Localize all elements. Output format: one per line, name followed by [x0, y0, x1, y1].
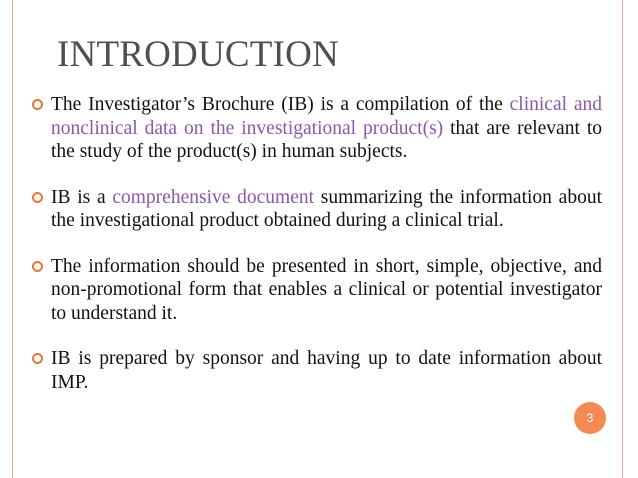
bullet-circle-icon — [32, 261, 43, 272]
bullet-text: The Investigator’s Brochure (IB) is a compilation of the — [51, 94, 510, 115]
bullet-circle-icon — [32, 99, 43, 110]
bullet-text: IB is a — [51, 186, 113, 208]
bullet-item-ib-definition — [32, 93, 602, 164]
bullet-item-presentation — [32, 255, 602, 326]
bullet-text: IB is prepared by sponsor and having up to date information about IMP. — [51, 348, 602, 393]
bullet-circle-icon — [32, 353, 43, 364]
bullet-circle-icon — [32, 192, 43, 203]
bullet-text: summarizing the information about the investigational product obtained during a clinical trial. — [51, 186, 602, 231]
highlighted-text: clinical and nonclinical data on the investigational product(s) — [51, 94, 603, 139]
bullet-item-sponsor — [32, 347, 602, 394]
bullet-text: The information should be presented in short, simple, objective, and non-promotional form that enables a clinical or potential investigator to understand it. — [51, 255, 602, 324]
slide-border-left — [12, 0, 13, 478]
bullet-text: that are relevant to the study of the product(s) in human subjects. — [51, 117, 602, 162]
highlighted-text: comprehensive document — [112, 186, 315, 208]
page-number-badge: 3 — [574, 402, 606, 434]
slide-title: INTRODUCTION — [57, 34, 339, 75]
bullet-item-ib-document — [32, 186, 602, 233]
slide-border-right — [622, 0, 623, 478]
bullet-list — [32, 93, 602, 416]
